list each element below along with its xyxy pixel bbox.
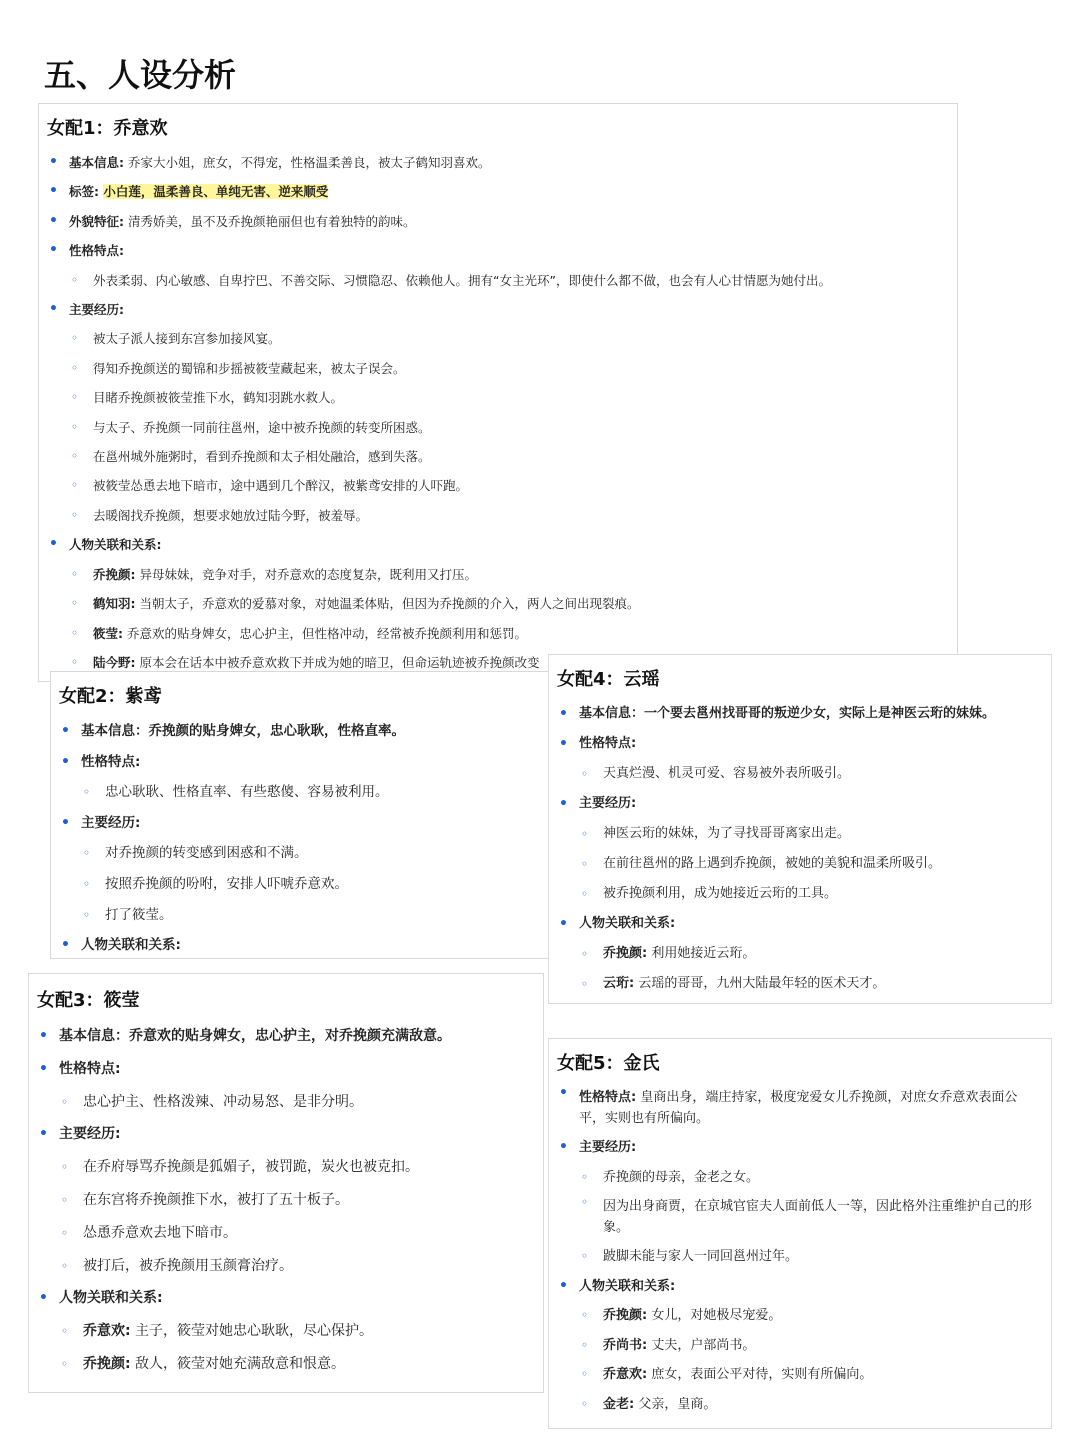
experience-item: ◦ 被打后，被乔挽颜用玉颜膏治疗。 <box>37 1250 533 1283</box>
experience-item: ◦ 怂恿乔意欢去地下暗市。 <box>37 1217 533 1250</box>
trait-item: ◦ 外表柔弱、内心敏感、自卑拧巴、不善交际、习惯隐忍、依赖他人。拥有“女主光环”，即使什么都不做，也会有人心甘情愿为她付出。 <box>47 266 947 295</box>
relation-item: ◦ 筱莹: 乔意欢的贴身婢女，忠心护主，但性格冲动，经常被乔挽颜利用和惩罚。 <box>47 619 947 648</box>
experience-item: ◦ 被筱莹怂恿去地下暗市，途中遇到几个醉汉，被紫鸢安排的人吓跑。 <box>47 471 947 500</box>
experience-item: ◦ 被太子派人接到东宫参加接风宴。 <box>47 324 947 353</box>
experience-item: ◦ 与太子、乔挽颜一同前往邕州，途中被乔挽颜的转变所困惑。 <box>47 413 947 442</box>
info-list <box>59 716 539 959</box>
card-yun-yao <box>548 654 1052 1004</box>
experience-item: ◦ 在前往邕州的路上遇到乔挽颜，被她的美貌和温柔所吸引。 <box>557 849 1041 879</box>
relation-item: ◦ 云珩: 云瑶的哥哥，九州大陆最年轻的医术天才。 <box>557 969 1041 999</box>
experience-heading: • 主要经历: <box>47 295 947 324</box>
experience-item: ◦ 乔挽颜的母亲，金老之女。 <box>557 1163 1039 1193</box>
relations-heading: • 人物关联和关系: <box>37 1282 533 1315</box>
experience-item: ◦ 因为出身商贾，在京城官宦夫人面前低人一等，因此格外注重维护自己的形象。 <box>557 1192 1039 1242</box>
relations-heading: • 人物关联和关系: <box>557 909 1041 939</box>
experience-item: ◦ 对乔挽颜的转变感到困惑和不满。 <box>59 838 539 869</box>
relation-item: ◦ 乔意欢: 庶女，表面公平对待，实则有所偏向。 <box>557 1360 1039 1390</box>
basic-info: • 基本信息：乔意欢的贴身婢女，忠心护主，对乔挽颜充满敌意。 <box>37 1020 533 1053</box>
experience-item: ◦ 跛脚未能与家人一同回邕州过年。 <box>557 1242 1039 1272</box>
page-title: 五、人设分析 <box>44 56 237 94</box>
basic-info: • 基本信息：乔挽颜的贴身婢女，忠心耿耿，性格直率。 <box>59 716 539 747</box>
experience-item: ◦ 在乔府辱骂乔挽颜是狐媚子，被罚跪，炭火也被克扣。 <box>37 1151 533 1184</box>
experience-item: ◦ 在邕州城外施粥时，看到乔挽颜和太子相处融洽，感到失落。 <box>47 442 947 471</box>
card-title: 女配1：乔意欢 <box>47 118 168 139</box>
relation-item: ◦ 鹤知羽: 当朝太子，乔意欢的爱慕对象，对她温柔体贴，但因为乔挽颜的介入，两人之间出现裂痕。 <box>47 589 947 618</box>
info-list <box>557 699 1041 999</box>
relation-item: ◦ 陆今野: 原本会在话本中被乔意欢救下并成为她的暗卫，但命运轨迹被乔挽颜改变 <box>47 648 947 677</box>
experience-item: ◦ 在东宫将乔挽颜推下水，被打了五十板子。 <box>37 1184 533 1217</box>
experience-item: ◦ 按照乔挽颜的吩咐，安排人吓唬乔意欢。 <box>59 869 539 900</box>
info-list <box>557 1083 1039 1419</box>
experience-item: ◦ 去暖阁找乔挽颜，想要求她放过陆今野，被羞辱。 <box>47 501 947 530</box>
relation-item: ◦ 乔挽颜: 敌人，筱莹对她充满敌意和恨意。 <box>37 1348 533 1381</box>
card-zi-yuan <box>50 671 550 959</box>
trait-heading: • 性格特点: <box>557 729 1041 759</box>
experience-item: ◦ 得知乔挽颜送的蜀锦和步摇被筱莹藏起来，被太子误会。 <box>47 354 947 383</box>
relation-item: ◦ 乔挽颜: 女儿，对她极尽宠爱。 <box>557 1301 1039 1331</box>
trait-heading: • 性格特点: <box>59 747 539 778</box>
relation-item: ◦ 乔尚书: 丈夫，户部尚书。 <box>557 1331 1039 1361</box>
relation-item: ◦ 乔挽颜: 异母妹妹，竞争对手，对乔意欢的态度复杂，既利用又打压。 <box>47 560 947 589</box>
experience-heading: • 主要经历: <box>557 789 1041 819</box>
tag-info: • 标签: 小白莲，温柔善良、单纯无害、逆来顺受 <box>47 177 947 206</box>
card-qiao-yihuan <box>38 103 958 682</box>
trait-item: ◦ 忠心耿耿、性格直率、有些憨傻、容易被利用。 <box>59 777 539 808</box>
experience-item: ◦ 神医云珩的妹妹，为了寻找哥哥离家出走。 <box>557 819 1041 849</box>
relation-item: ◦ 乔意欢: 主子，筱莹对她忠心耿耿，尽心保护。 <box>37 1315 533 1348</box>
appearance-info: • 外貌特征: 清秀娇美，虽不及乔挽颜艳丽但也有着独特的韵味。 <box>47 207 947 236</box>
card-title: 女配4：云瑶 <box>557 669 660 690</box>
basic-info: • 基本信息: 乔家大小姐，庶女，不得宠，性格温柔善良，被太子鹤知羽喜欢。 <box>47 148 947 177</box>
card-title: 女配3：筱莹 <box>37 990 140 1011</box>
experience-item: ◦ 被乔挽颜利用，成为她接近云珩的工具。 <box>557 879 1041 909</box>
info-list <box>37 1020 533 1381</box>
relations-heading: • 人物关联和关系: <box>59 930 539 959</box>
card-title: 女配5：金氏 <box>557 1053 660 1074</box>
trait-item: ◦ 天真烂漫、机灵可爱、容易被外表所吸引。 <box>557 759 1041 789</box>
experience-item: ◦ 打了筱莹。 <box>59 900 539 931</box>
trait-info: • 性格特点: 皇商出身，端庄持家，极度宠爱女儿乔挽颜，对庶女乔意欢表面公平，实则也有所偏向。 <box>557 1083 1039 1133</box>
card-jin-shi <box>548 1038 1052 1429</box>
relations-heading: • 人物关联和关系: <box>557 1272 1039 1302</box>
highlighted-tags: 小白莲，温柔善良、单纯无害、逆来顺受 <box>103 184 329 200</box>
experience-heading: • 主要经历: <box>59 808 539 839</box>
trait-heading: • 性格特点: <box>37 1053 533 1086</box>
card-title: 女配2：紫鸢 <box>59 686 162 707</box>
info-list <box>47 148 947 677</box>
relations-heading: • 人物关联和关系: <box>47 530 947 559</box>
trait-item: ◦ 忠心护主、性格泼辣、冲动易怒、是非分明。 <box>37 1086 533 1119</box>
experience-heading: • 主要经历: <box>37 1118 533 1151</box>
relation-item: ◦ 金老: 父亲，皇商。 <box>557 1390 1039 1420</box>
relation-item: ◦ 乔挽颜: 利用她接近云珩。 <box>557 939 1041 969</box>
card-xiao-ying <box>28 973 544 1393</box>
experience-heading: • 主要经历: <box>557 1133 1039 1163</box>
trait-heading: • 性格特点: <box>47 236 947 265</box>
basic-info: • 基本信息：一个要去邕州找哥哥的叛逆少女，实际上是神医云珩的妹妹。 <box>557 699 1041 729</box>
experience-item: ◦ 目睹乔挽颜被筱莹推下水，鹤知羽跳水救人。 <box>47 383 947 412</box>
